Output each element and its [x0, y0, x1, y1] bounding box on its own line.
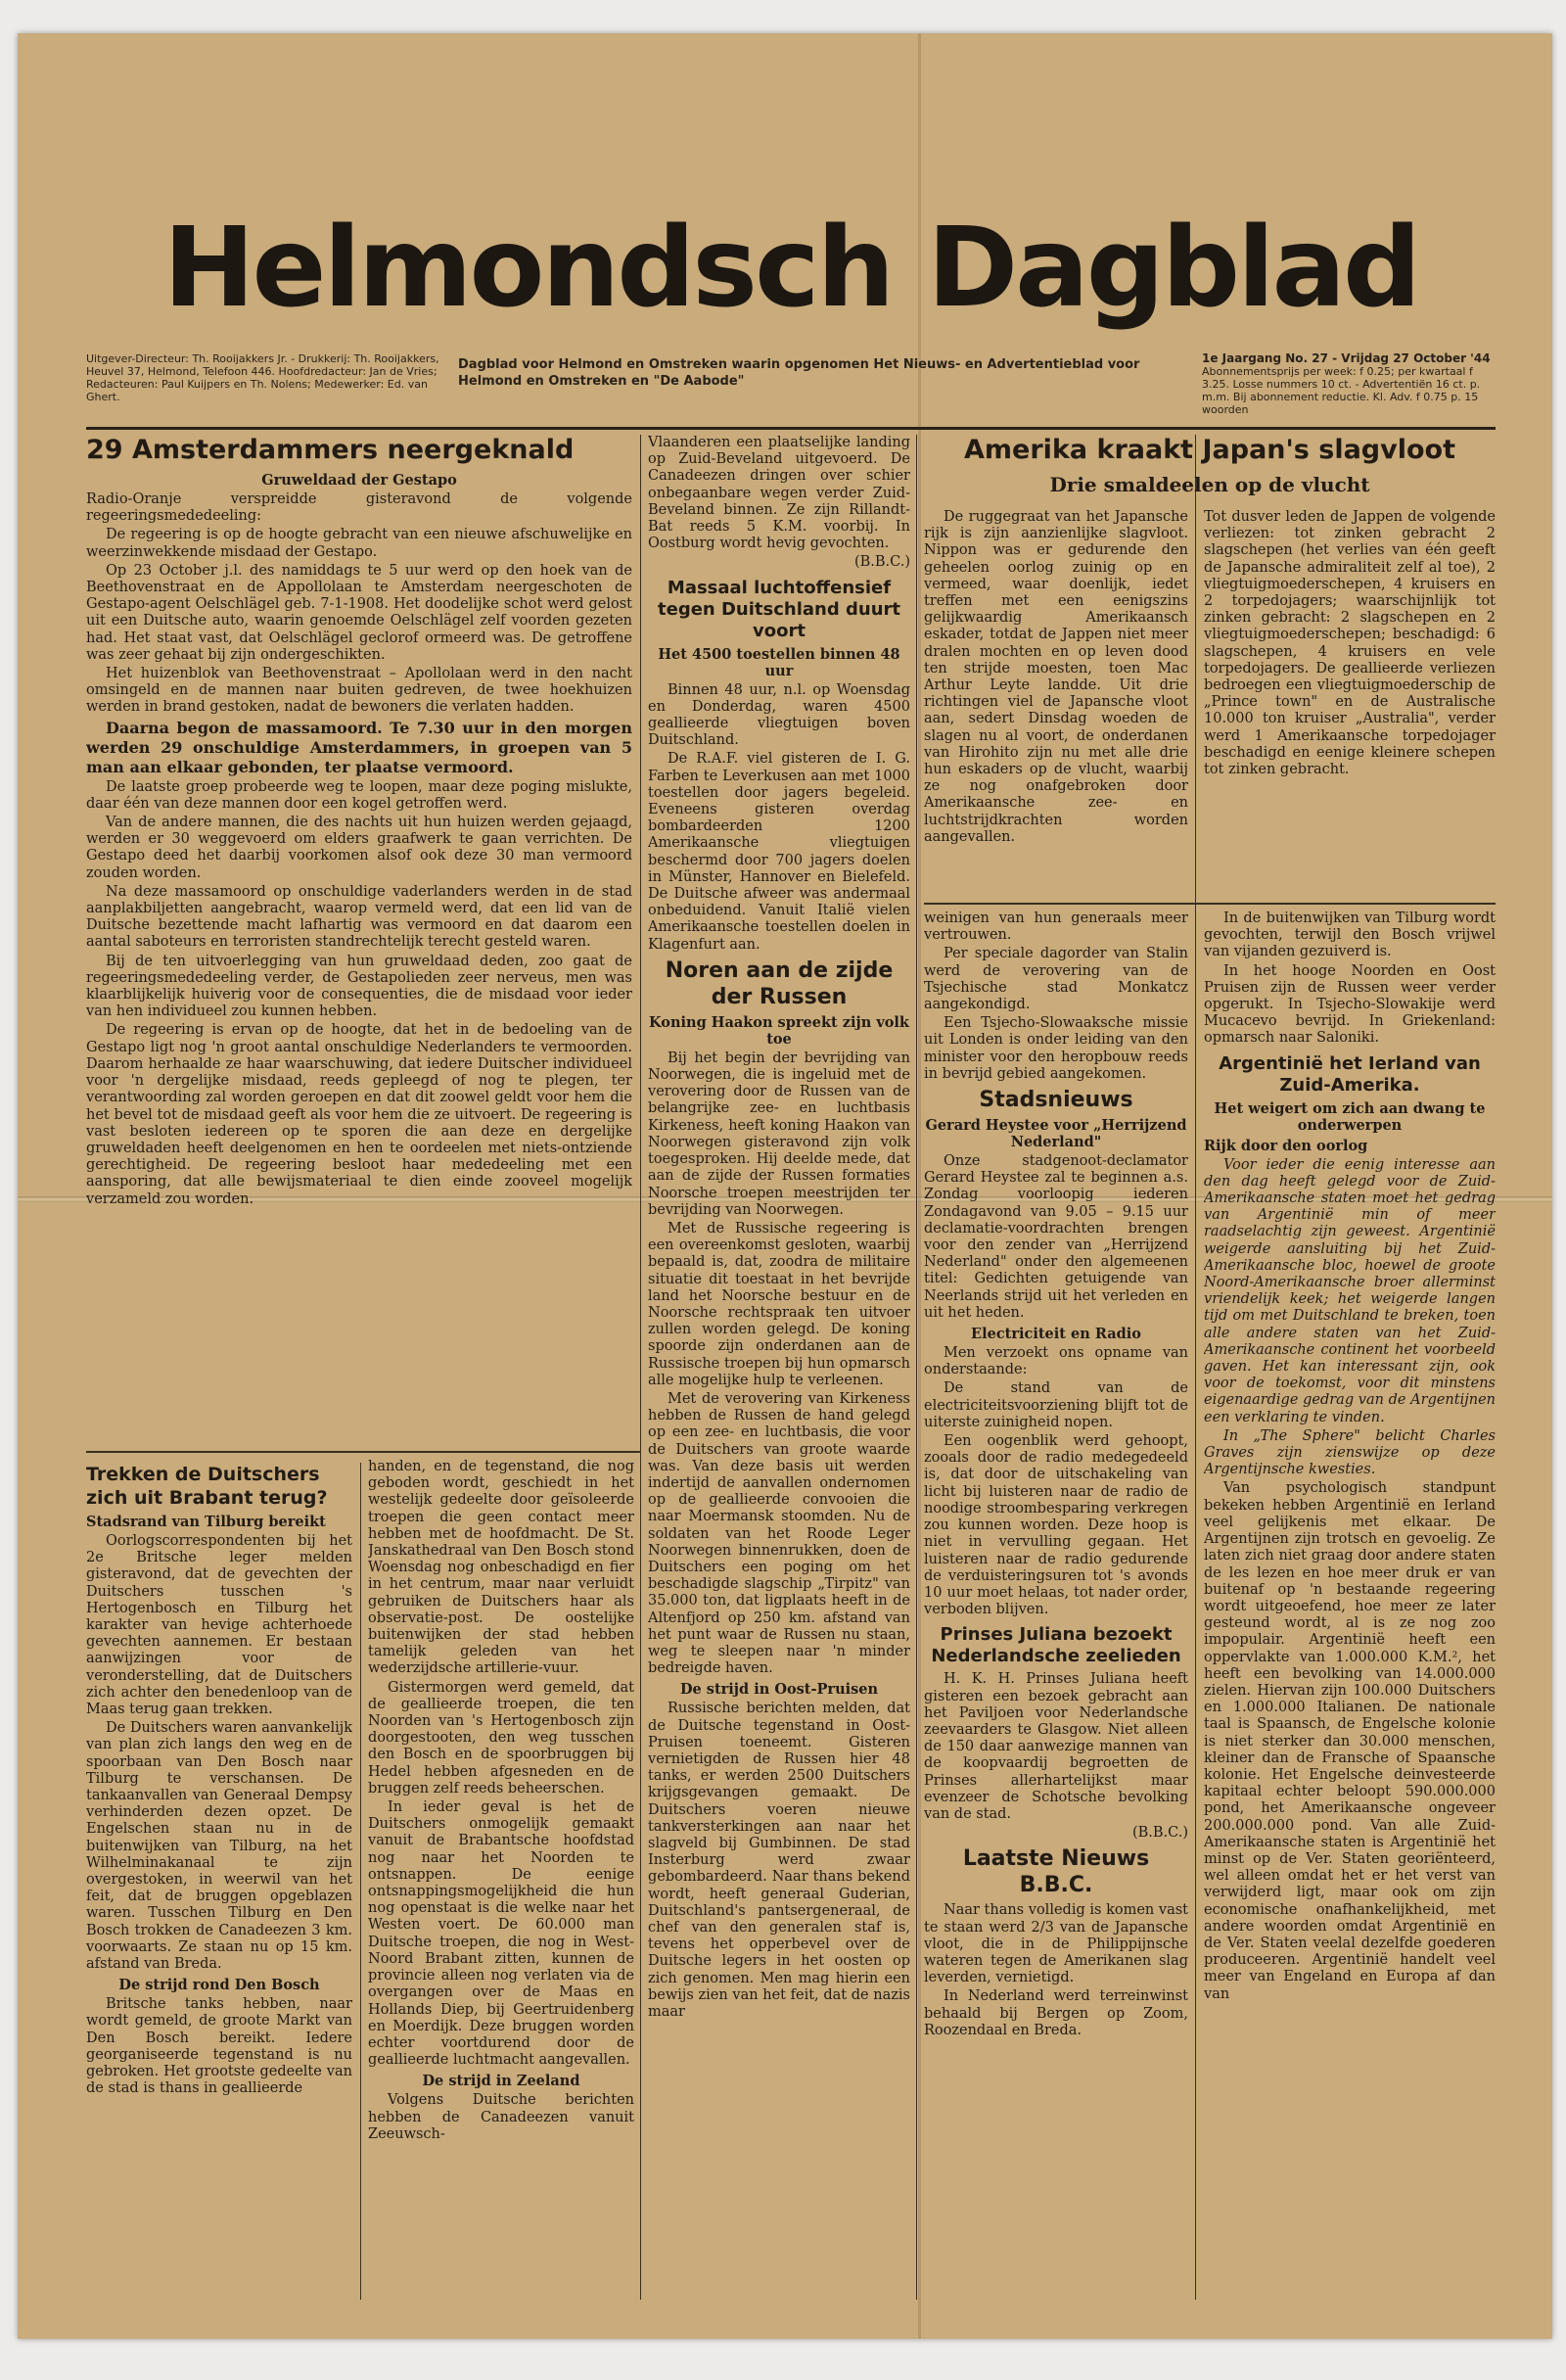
paragraph: De Duitschers waren aanvankelijk van plan zich langs den weg en de spoorbaan van Den Bosch naar Tilburg te verschansen. De tankaanvallen van Generaal Dempsy verhinderden dezen opzet. De Engelschen staan nu in de buitenwijken van Tilburg, na het Wilhelminakanaal te zijn overgestoken, in weerwil van het feit, dat de bruggen opgeblazen waren. Tusschen Tilburg en Den Bosch trokken de Canadeezen 3 km. voorwaarts. Ze staan nu op 15 km. afstand van Breda.	[86, 1720, 352, 1973]
imprint: Uitgever-Directeur: Th. Rooijakkers Jr. - Drukkerij: Th. Rooijakkers, Heuvel 37, Helmond, Telefoon 446. Hoofdredacteur: Jan de Vries; Redacteuren: Paul Kuijpers en Th. Nolens; Medewerker: Ed. van Ghert.	[86, 352, 439, 403]
subhead: Gruweldaad der Gestapo	[261, 472, 457, 489]
lead: Gerard Heystee voor „Herrijzend Nederland"	[925, 1117, 1187, 1151]
paragraph: Van psychologisch standpunt bekeken hebben Argentinië en Ierland veel gelijkenis met elkaar. De Argentijnen zijn trotsch en gevoelig. Ze laten zich niet graag door andere staten de les lezen en hoe meer druk er van buitenaf op 'n bestaande regeering wordt uitgeoefend, hoe meer ze later gesteund wordt, al is ze nog zoo impopulair. Argentinië heeft een oppervlakte van 1.000.000 K.M.², het heeft een bevolking van 14.000.000 zielen. Hiervan zijn 100.000 Duitschers en 1.000.000 Italianen. De nationale taal is Spaansch, de Engelsche kolonie is niet sterker dan 30.000 menschen, kleiner dan de Fransche of Spaansche kolonie. Het Engelsche deinvesteerde kapitaal echter beloopt 590.000.000 pond, het Amerikaansche ongeveer 200.000.000 pond. Van alle Zuid-Amerikaansche staten is Argentinië het minst op de Ver. Staten georiënteerd, wel alleen omdat het er het verst van verwijderd ligt, maar ook om zijn economische onafhankelijkheid, met andere woorden omdat Argentinië en de Ver. Staten veelal dezelfde goederen produceeren. Argentinië handelt veel meer van Engeland en Europa af dan van	[1204, 1480, 1496, 2002]
column-four	[1204, 910, 1496, 2301]
article-amsterdammers	[86, 435, 632, 1443]
lead: Het weigert om zich aan dwang te onderwerpen	[1214, 1099, 1486, 1134]
headline: Argentinië het Ierland van Zuid-Amerika.	[1219, 1052, 1481, 1096]
paragraph: Radio-Oranje verspreidde gisteravond de volgende regeeringsmededeeling:	[86, 491, 632, 525]
paragraph: De regeering is op de hoogte gebracht van een nieuwe afschuwelijke en weerzinwekkende misdaad der Gestapo.	[86, 527, 632, 560]
issue-number: 1e Jaargang No. 27 - Vrijdag 27 October '44	[1202, 351, 1491, 365]
paragraph: Met de verovering van Kirkeness hebben de Russen de hand gelegd op een zee- en luchtbasis, die voor de Duitschers van groote waarde was. Van deze basis uit werden indertijd de aanvallen ondernomen op de geallieerde convooien die naar Moermansk stoomden. Nu de soldaten van het Roode Leger Noorwegen binnenrukken, doen de Duitschers een poging om het beschadigde slagschip „Tirpitz" van 35.000 ton, dat ligplaats heeft in de Altenfjord op 250 km. afstand van het punt waar de Russen nu staan, weg te sleepen naar 'n minder bedreigde haven.	[648, 1390, 910, 1677]
column-divider	[640, 435, 641, 2300]
source-credit: (B.B.C.)	[853, 554, 910, 571]
article-japan	[924, 435, 1496, 903]
column-divider	[916, 435, 917, 2300]
paragraph: In ieder geval is het de Duitschers onmogelijk gemaakt vanuit de Brabantsche hoofdstad nog naar het Noorden te ontsnappen. De eenige ontsnappingsmogelijkheid die hun nog openstaat is die welke naar het Westen voert. De 60.000 man Duitsche troepen, die nog in West-Noord Brabant zitten, kunnen de provincie alleen nog verlaten via de overgangen over de Maas en Hollands Diep, bij Geertruidenberg en Moerdijk. Deze bruggen worden echter voortdurend door de geallieerde luchtmacht aangevallen.	[368, 1799, 634, 2069]
headline: Noren aan de zijde der Russen	[665, 957, 894, 1009]
paragraph: Een Tsjecho-Slowaaksche missie uit Londen is onder leiding van den minister voor den heropbouw reeds in bevrijd gebied aangekomen.	[924, 1015, 1188, 1082]
article-brabant-cont	[368, 1459, 634, 2301]
subheading: De strijd rond Den Bosch	[118, 1977, 320, 1994]
issue-info	[1202, 352, 1496, 416]
paragraph: Russische berichten melden, dat de Duitsche tegenstand in Oost-Pruisen toeneemt. Gisteren vernietigden de Russen hier 48 tanks, er werden 2500 Duitschers krijgsgevangen gemaakt. De Duitschers voeren nieuwe tankversterkingen aan naar het slagveld bij Gumbinnen. De stad Insterburg werd zwaar gebombardeerd. Naar thans bekend wordt, heeft generaal Guderian, Duitschland's pantsergeneraal, de chef van den generalen staf is, tevens het opperbevel over de Duitsche legers in het oosten op zich genomen. Men mag hierin een bewijs zien van het feit, dat de nazis maar	[648, 1701, 910, 2021]
subheading: De strijd in Zeeland	[422, 2073, 580, 2090]
paragraph: Met de Russische regeering is een overeenkomst gesloten, waarbij bepaald is, dat, zoodra de militaire situatie dit toestaat in het bevrijde land het Noorsche bestuur en de Noorsche rechtspraak ten uitvoer zullen worden gelegd. De koning spoorde zijn onderdanen aan de Russische troepen bij hun opmarsch alle mogelijke hulp te verleenen.	[648, 1220, 910, 1388]
paragraph: Voor ieder die eenig interesse aan den dag heeft gelegd voor de Zuid-Amerikaansche staten moet het gedrag van Argentinië min of meer raadselachtig zijn geweest. Argentinië weigerde aansluiting bij het Zuid-Amerikaansche bloc, hoewel de groote Noord-Amerikaansche broer allerminst vriendelijk keek; het weigerde langen tijd om met Duitschland te breken, toen alle andere staten van het Zuid-Amerikaansche continent het voorbeeld gaven. Het kan interessant zijn, ook voor de toekomst, voor dit minstens eigenaardige gedrag van de Argentijnen een verklaring te vinden.	[1204, 1156, 1496, 1425]
paragraph: H. K. H. Prinses Juliana heeft gisteren een bezoek gebracht aan het Paviljoen voor Nederlandsche zeevaarders te Glasgow. Niet alleen de 150 daar aanwezige mannen van de koopvaardij begroetten de Prinses allerhartelijkst maar evenzeer de Schotsche bevolking van de stad.	[924, 1671, 1188, 1822]
paragraph: Binnen 48 uur, n.l. op Woensdag en Donderdag, waren 4500 geallieerde vliegtuigen boven Duitschland.	[648, 681, 910, 749]
subheading: Electriciteit en Radio	[971, 1326, 1141, 1343]
paragraph: De ruggegraat van het Japansche rijk is zijn aanzienlijke slagvloot. Nippon was er gedurende den geheelen oorlog zuinig op en vermeed, waar doenlijk, iedet treffen met een eenigszins gelijkwaardig Amerikaansch eskader, totdat de Jappen niet meer dralen mochten en op leven dood ten strijde moesten, toen Mac Arthur Leyte landde. Uit drie richtingen viel de Japansche vloot aan, sedert Dinsdag woeden de slagen nu al voort, de onderdanen van Hirohito zijn nu met alle drie hun eskaders op de vlucht, waarbij ze nog onafgebroken door Amerikaansche zee- en luchtstrijdkrachten worden aangevallen.	[924, 509, 1188, 845]
paragraph: In het hooge Noorden en Oost Pruisen zijn de Russen weer verder opgerukt. In Tsjecho-Slowakije werd Mucacevo bevrijd. In Griekenland: opmarsch naar Saloniki.	[1204, 962, 1496, 1047]
column-three	[924, 910, 1188, 2301]
masthead-rule	[86, 427, 1496, 430]
emphasis-paragraph: Daarna begon de massamoord. Te 7.30 uur in den morgen werden 29 onschuldige Amsterdammers, in groepen van 5 man aan elkaar gebonden, ter plaatse vermoord.	[86, 718, 632, 776]
paragraph: weinigen van hun generaals meer vertrouwen.	[924, 910, 1188, 944]
headline: Prinses Juliana bezoekt Nederlandsche zeelieden	[931, 1624, 1181, 1667]
section-rule	[924, 903, 1496, 905]
column-divider	[360, 1463, 361, 2300]
paragraph: Per speciale dagorder van Stalin werd de verovering van de Tsjechische stad Monkatcz aangekondigd.	[924, 946, 1188, 1013]
paragraph: In de buitenwijken van Tilburg wordt gevochten, terwijl den Bosch vrijwel van vijanden gezuiverd is.	[1204, 910, 1496, 960]
column-two	[648, 435, 910, 2300]
section-rule	[86, 1451, 640, 1453]
paragraph: Britsche tanks hebben, naar wordt gemeld, de groote Markt van Den Bosch bereikt. Iedere georganiseerde tegenstand is nu gebroken. Het grootste gedeelte van de stad is thans in geallieerde	[86, 1996, 352, 2097]
paragraph: Een oogenblik werd gehoopt, zooals door de radio medegedeeld is, dat door de uitschakeling van licht bij luisteren naar de radio de noodige stroombesparing verkregen zou kunnen worden. Deze hoop is niet in vervulling gegaan. Het luisteren naar de radio gedurende de verduisteringsuren tot 's avonds 10 uur moet helaas, tot nader order, verboden blijven.	[924, 1433, 1188, 1618]
article-japan-left	[924, 509, 1188, 848]
subscription-rates: Abonnementsprijs per week: f 0.25; per kwartaal f 3.25. Losse nummers 10 ct. - Advertentiën 16 ct. p. m.m. Bij abonnement reductie. Kl. Adv. f 0.75 p. 15 woorden	[1202, 365, 1481, 416]
lead: Rijk door den oorlog	[1204, 1137, 1368, 1154]
source-credit: (B.B.C.)	[1131, 1825, 1188, 1842]
paragraph: In Nederland werd terreinwinst behaald bij Bergen op Zoom, Roozendaal en Breda.	[924, 1988, 1188, 2038]
article-brabant	[86, 1459, 352, 2301]
paragraph: Het huizenblok van Beethovenstraat – Apollolaan werd in den nacht omsingeld en de mannen naar buiten gedreven, de twee hoekhuizen werden in brand gestoken, nadat de bewoners die verlaten hadden.	[86, 666, 632, 716]
headline: Trekken de Duitschers zich uit Brabant terug?	[86, 1464, 328, 1509]
masthead-info	[86, 352, 1496, 427]
paragraph: Van de andere mannen, die des nachts uit hun huizen werden gejaagd, werden er 30 weggevoerd om elders graafwerk te gaan verrichten. De Gestapo deed het daarbij voorkomen alsof ook deze 30 man vermoord zouden worden.	[86, 815, 632, 881]
paragraph: Men verzoekt ons opname van onderstaande:	[924, 1345, 1188, 1378]
newspaper-page	[18, 33, 1552, 2339]
paragraph: Volgens Duitsche berichten hebben de Canadeezen vanuit Zeeuwsch-	[368, 2092, 634, 2142]
paragraph: Tot dusver leden de Jappen de volgende verliezen: tot zinken gebracht 2 slagschepen (het verlies van één geeft de Japansche admiraliteit zelf al toe), 2 vliegtuigmoederschepen, 4 kruisers en 2 torpedojagers; waarschijnlijk tot zinken gebracht: 2 slagschepen en 2 vliegtuigmoederschepen; beschadigd: 6 slagschepen, 4 kruisers en vele torpedojagers. De geallieerde verliezen bedroegen een vliegtuigmoederschip de „Prince town" en de Australische 10.000 ton kruiser „Australia", verder werd 1 Amerikaansche torpedojager beschadigd en eenige kleinere schepen tot zinken gebracht.	[1204, 509, 1496, 778]
headline: Amerika kraakt Japan's slagvloot	[964, 435, 1455, 465]
paragraph: Bij het begin der bevrijding van Noorwegen, die is ingeluid met de verovering door de Russen van de belangrijke zee- en luchtbasis Kirkeness, heeft koning Haakon van Noorwegen gisteravond zijn volk toegesproken. Hij deelde mede, dat aan de zijde der Russen formaties Noorsche troepen meestrijden ter bevrijding van Noorwegen.	[648, 1050, 910, 1218]
paragraph: De stand van de electriciteitsvoorziening blijft tot de uiterste zuinigheid nopen.	[924, 1380, 1188, 1430]
paragraph: De laatste groep probeerde weg te loopen, maar deze poging mislukte, daar één van deze mannen door een kogel getroffen werd.	[86, 778, 632, 812]
paragraph: Naar thans volledig is komen vast te staan werd 2/3 van de Japansche vloot, die in de Philippijnsche wateren tegen de Amerikanen slag leverden, vernietigd.	[924, 1902, 1188, 1986]
paragraph: Na deze massamoord op onschuldige vaderlanders werden in de stad aanplakbiljetten aangebracht, waarop vermeld werd, dat een lid van de Duitsche bezettende macht lafhartig was vermoord en dat daarom een aantal saboteurs en terroristen standrechtelijk terecht gesteld waren.	[86, 883, 632, 951]
headline: Stadsnieuws	[979, 1088, 1133, 1113]
subhead: Drie smaldeelen op de vlucht	[1049, 473, 1370, 496]
headline: Massaal luchtoffensief tegen Duitschland duurt voort	[658, 577, 900, 641]
lead: Koning Haakon spreekt zijn volk toe	[649, 1013, 909, 1048]
subheading: De strijd in Oost-Pruisen	[679, 1681, 879, 1699]
lead: Het 4500 toestellen binnen 48 uur	[658, 645, 900, 679]
paragraph: Gistermorgen werd gemeld, dat de geallieerde troepen, die ten Noorden van 's Hertogenbosch zijn doorgestooten, den weg tusschen den Bosch en de spoorbruggen bij Hedel hebben afgesneden en de bruggen zelf reeds beheerschen.	[368, 1679, 634, 1797]
paragraph: Oorlogscorrespondenten bij het 2e Britsche leger melden gisteravond, dat de gevechten der Duitschers tusschen 's Hertogenbosch en Tilburg het karakter van hevige achterhoede gevechten aannemen. Er bestaan aanwijzingen voor de veronderstelling, dat de Duitschers zich achter den benedenloop van de Maas terug gaan trekken.	[86, 1533, 352, 1718]
paragraph: Op 23 October j.l. des namiddags te 5 uur werd op den hoek van de Beethovenstraat en de Appollolaan te Amsterdam neergeschoten de Gestapo-agent Oelschlägel geb. 7-1-1908. Het doodelijke schot werd gelost uit een Duitsche auto, waarin genoemde Oelschlägel zelf voorden gezeten had. Het staat vast, dat Oelschlägel geclorof ormeerd was. De getroffene was zeer gehaat bij zijn ondergeschikten.	[86, 562, 632, 663]
column-divider	[1195, 905, 1196, 2300]
paragraph: Onze stadgenoot-declamator Gerard Heystee zal te beginnen a.s. Zondag voorloopig iederen Zondagavond van 9.05 – 9.15 uur declamatie-voordrachten brengen voor den zender van „Herrijzend Nederland" onder den algemeenen titel: Gedichten getuigende van Neerlands strijd uit het verleden en uit het heden.	[924, 1153, 1188, 1321]
paragraph: Bij de ten uitvoerlegging van hun gruweldaad deden, zoo gaat de regeeringsmededeeling verder, de Gestapolieden zeer nerveus, men was klaarblijkelijk huiverig voor de consequenties, die de misdaad voor ieder van hen individueel zou kunnen hebben.	[86, 953, 632, 1020]
byline: Stadsrand van Tilburg bereikt	[86, 1514, 326, 1530]
paragraph: De regeering is ervan op de hoogte, dat het in de bedoeling van de Gestapo ligt nog 'n groot aantal onschuldige Nederlanders te vermoorden. Daarom herhaalde ze haar waarschuwing, dat iedere Duitscher individueel voor 'n dergelijke misdaad, reeds gepleegd of nog te plegen, ter verantwoording zal worden geroepen en dat dit zoowel geldt voor hem die het bevel tot de misdaad geeft als voor hem die ze uitvoert. De regeering is vast besloten iedereen op te sporen die aan deze en dergelijke gruweldaden heeft deelgenomen en hen te oordeelen met niets-ontziende gerechtigheid. De regeering besloot haar mededeeling met een aansporing, dat alle bewijsmateriaal te dien einde zooveel mogelijk verzameld zou worden.	[86, 1022, 632, 1207]
headline: Laatste Nieuws B.B.C.	[962, 1846, 1150, 1898]
tagline: Dagblad voor Helmond en Omstreken waarin opgenomen Het Nieuws- en Advertentieblad voor Helmond en Omstreken en "De Aabode"	[458, 357, 1140, 389]
paragraph: handen, en de tegenstand, die nog geboden wordt, geschiedt in het westelijk gedeelte door geïsoleerde troepen die geen contact meer hebben met de hoofdmacht. De St. Janskathedraal van Den Bosch stond Woensdag nog onbeschadigd en fier in het centrum, maar naar verluidt gebruiken de Duitschers haar als observatie-post. De oostelijke buitenwijken der stad hebben tamelijk geleden van het wederzijdsche artillerie-vuur.	[368, 1459, 634, 1677]
paragraph: In „The Sphere" belicht Charles Graves zijn zienswijze op deze Argentijnsche kwesties.	[1204, 1427, 1496, 1478]
paragraph: De R.A.F. viel gisteren de I. G. Farben te Leverkusen aan met 1000 toestellen door jagers begeleid. Eveneens gisteren overdag bombardeerden 1200 Amerikaansche vliegtuigen beschermd door 700 jagers doelen in Münster, Hannover en Bielefeld. De Duitsche afweer was andermaal onbeduidend. Vanuit Italië vielen Amerikaansche toestellen doelen in Klagenfurt aan.	[648, 751, 910, 953]
paragraph: Vlaanderen een plaatselijke landing op Zuid-Beveland uitgevoerd. De Canadeezen dringen over schier onbegaanbare wegen verder Zuid-Beveland binnen. Ze zijn Rillandt-Bat reeds 5 K.M. voorbij. In Oostburg wordt hevig gevochten.	[648, 435, 910, 552]
headline: 29 Amsterdammers neergeknald	[86, 435, 575, 465]
article-japan-right	[1204, 509, 1496, 780]
masthead-title: Helmondsch Dagblad	[162, 205, 1419, 332]
